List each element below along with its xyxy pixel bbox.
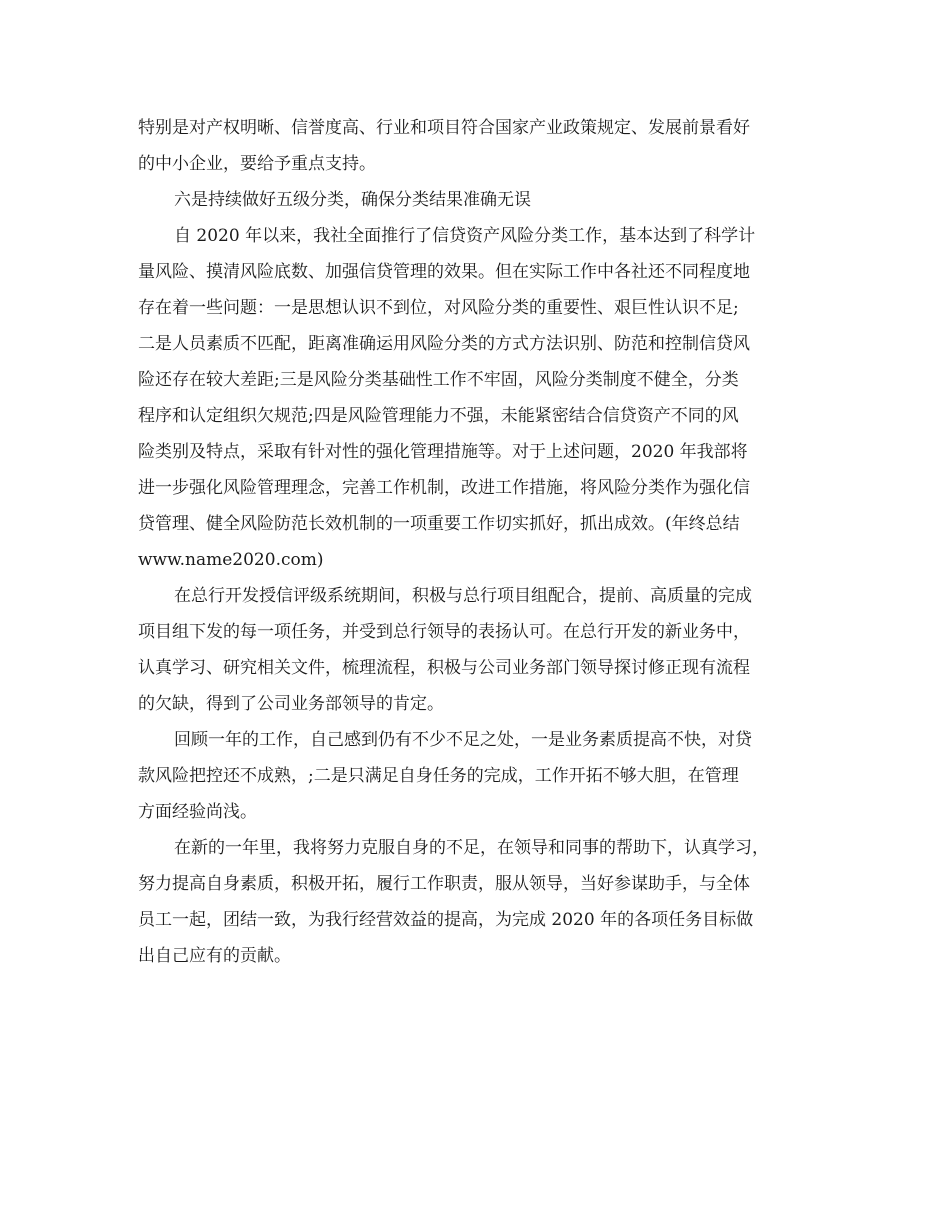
text-line: 自 2020 年以来，我社全面推行了信贷资产风险分类工作，基本达到了科学计 [174,226,756,246]
text-line: 险类别及特点，采取有针对性的强化管理措施等。对于上述问题，2020 年我部将 [138,442,748,462]
text-line: 二是人员素质不匹配，距离准确运用风险分类的方式方法识别、防范和控制信贷风 [138,334,750,354]
text-line: 特别是对产权明晰、信誉度高、行业和项目符合国家产业政策规定、发展前景看好 [138,118,750,138]
text-line: 在总行开发授信评级系统期间，积极与总行项目组配合，提前、高质量的完成 [174,586,752,606]
text-line: 认真学习、研究相关文件，梳理流程，积极与公司业务部门领导探讨修正现有流程 [138,658,750,678]
text-line: 努力提高自身素质，积极开拓，履行工作职责，服从领导，当好参谋助手，与全体 [138,874,750,894]
text-line: 贷管理、健全风险防范长效机制的一项重要工作切实抓好，抓出成效。(年终总结 [138,514,740,534]
text-line: 项目组下发的每一项任务，并受到总行领导的表扬认可。在总行开发的新业务中， [138,622,750,642]
text-line: 存在着一些问题：一是思想认识不到位，对风险分类的重要性、艰巨性认识不足; [138,298,739,318]
text-line: 程序和认定组织欠规范;四是风险管理能力不强，未能紧密结合信贷资产不同的风 [138,406,739,426]
text-line: 在新的一年里，我将努力克服自身的不足，在领导和同事的帮助下，认真学习， [174,838,769,858]
text-line: 险还存在较大差距;三是风险分类基础性工作不牢固，风险分类制度不健全，分类 [138,370,739,390]
text-line: 回顾一年的工作，自己感到仍有不少不足之处，一是业务素质提高不快，对贷 [174,730,752,750]
text-line: 的欠缺，得到了公司业务部领导的肯定。 [138,694,444,714]
text-line: 方面经验尚浅。 [138,802,257,822]
section-heading: 六是持续做好五级分类，确保分类结果准确无误 [174,190,531,210]
text-line: 的中小企业，要给予重点支持。 [138,154,376,174]
document-body [138,110,828,974]
text-line: 出自己应有的贡献。 [138,946,291,966]
text-line: 量风险、摸清风险底数、加强信贷管理的效果。但在实际工作中各社还不同程度地 [138,262,750,282]
url-text: www.name2020.com) [138,550,324,570]
text-line: 款风险把控还不成熟，;二是只满足自身任务的完成，工作开拓不够大胆，在管理 [138,766,739,786]
text-line: 进一步强化风险管理理念，完善工作机制，改进工作措施，将风险分类作为强化信 [138,478,750,498]
text-line: 员工一起，团结一致，为我行经营效益的提高，为完成 2020 年的各项任务目标做 [138,910,754,930]
